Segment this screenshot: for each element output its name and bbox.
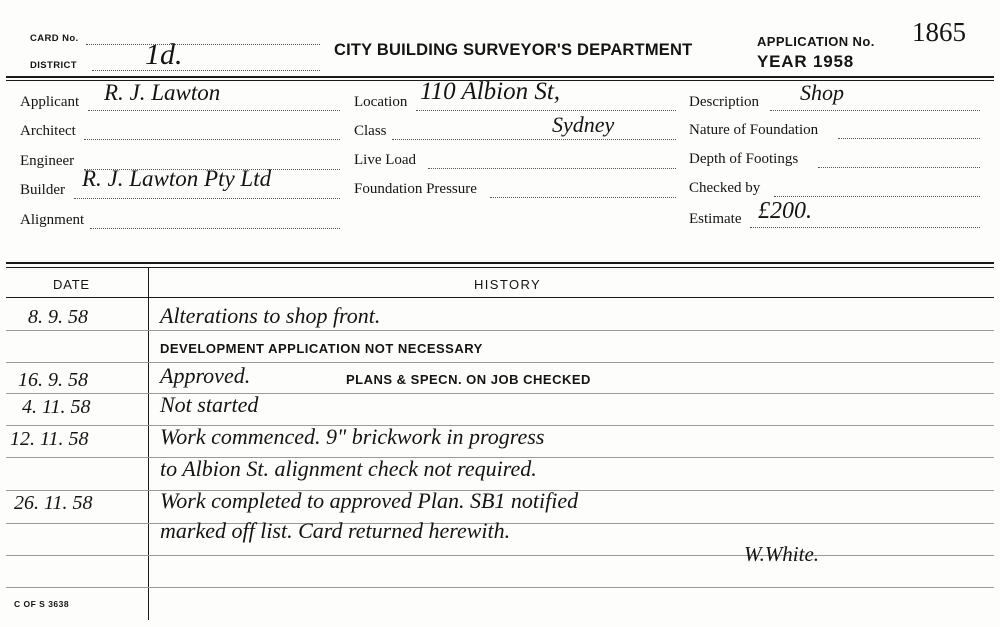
class-label: Class <box>354 123 387 139</box>
engineer-label: Engineer <box>20 153 75 169</box>
checked-by-label: Checked by <box>689 180 761 196</box>
year-label: YEAR 1958 <box>757 52 854 71</box>
district-value: 1d. <box>145 38 183 71</box>
header-row-line <box>6 297 994 298</box>
fields-rule-bottom <box>6 267 994 268</box>
estimate-label: Estimate <box>689 211 742 227</box>
application-label: APPLICATION No. <box>757 34 875 49</box>
builder-label: Builder <box>20 182 65 198</box>
applicant-label: Applicant <box>20 94 80 110</box>
history-entry: to Albion St. alignment check not required. <box>160 456 537 481</box>
card-no-line <box>86 44 320 45</box>
alignment-label: Alignment <box>20 212 85 228</box>
history-date: 8. 9. 58 <box>28 306 88 328</box>
depth-of-footings-label: Depth of Footings <box>689 151 799 167</box>
history-stamp: DEVELOPMENT APPLICATION NOT NECESSARY <box>160 341 483 356</box>
architect-label: Architect <box>20 123 76 139</box>
history-entry: marked off list. Card returned herewith. <box>160 518 511 543</box>
date-column-header: DATE <box>53 277 90 292</box>
live-load-label: Live Load <box>354 152 417 168</box>
applicant-value: R. J. Lawton <box>104 80 221 105</box>
history-column-header: HISTORY <box>474 277 542 292</box>
history-entry: Not started <box>160 392 259 417</box>
district-label: DISTRICT <box>30 60 78 71</box>
history-entry: Work commenced. 9" brickwork in progress <box>160 424 545 449</box>
history-date: 12. 11. 58 <box>10 428 89 450</box>
history-date: 26. 11. 58 <box>14 492 93 514</box>
fields-rule-top <box>6 262 994 264</box>
history-date: 4. 11. 58 <box>22 396 91 418</box>
card-no-label: CARD No. <box>30 33 79 44</box>
nature-of-foundation-label: Nature of Foundation <box>689 122 819 138</box>
department-title: CITY BUILDING SURVEYOR'S DEPARTMENT <box>334 41 693 59</box>
location-label: Location <box>354 94 408 110</box>
district-line <box>92 70 320 71</box>
history-stamp: PLANS & SPECN. ON JOB CHECKED <box>346 372 591 387</box>
column-divider <box>148 268 149 620</box>
foundation-pressure-label: Foundation Pressure <box>354 181 477 197</box>
description-label: Description <box>689 94 759 110</box>
history-entry: Approved. <box>160 363 251 388</box>
application-number: 1865 <box>912 17 966 47</box>
history-entry: Work completed to approved Plan. SB1 notified <box>160 488 579 513</box>
class-value: Sydney <box>552 112 615 137</box>
history-date: 16. 9. 58 <box>18 369 88 391</box>
history-entry: Alterations to shop front. <box>160 303 381 328</box>
location-value: 110 Albion St, <box>420 78 561 105</box>
builder-value: R. J. Lawton Pty Ltd <box>82 166 272 191</box>
estimate-value: £200. <box>758 198 812 224</box>
signature: W.White. <box>744 542 820 566</box>
form-code: C OF S 3638 <box>14 599 70 609</box>
description-value: Shop <box>800 80 844 105</box>
